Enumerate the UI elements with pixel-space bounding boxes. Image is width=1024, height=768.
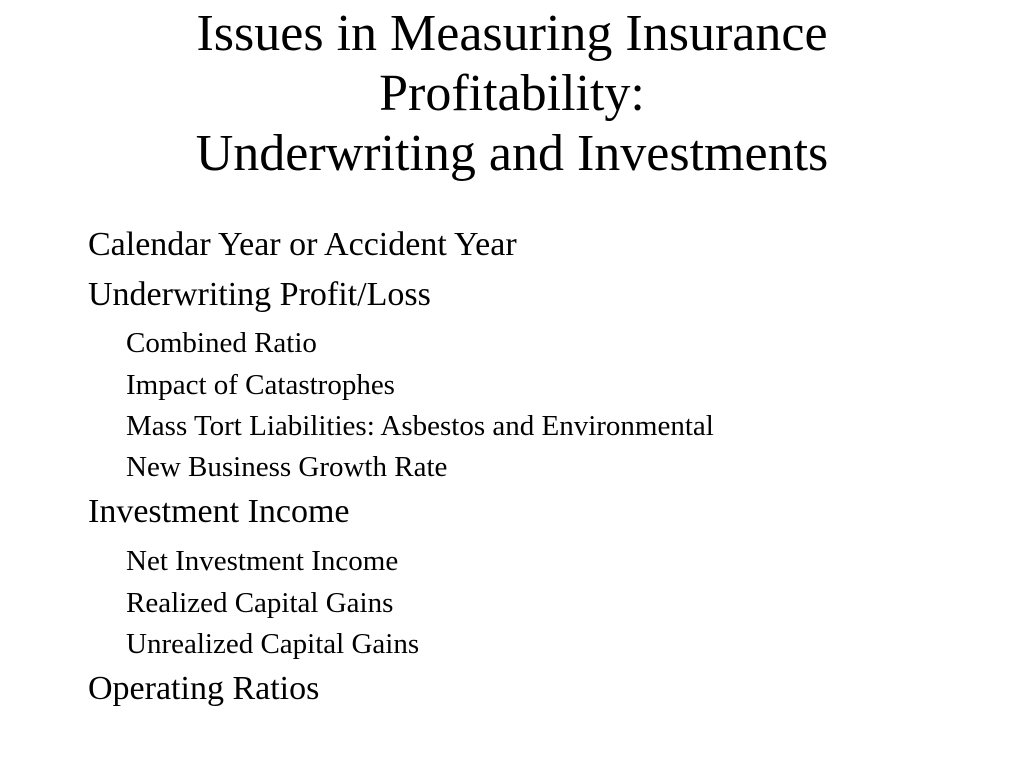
outline-item-operating-ratios: Operating Ratios [88,670,320,707]
title-line-3: Underwriting and Investments [195,125,829,182]
outline-item-underwriting-profit-loss: Underwriting Profit/Loss [88,276,431,313]
outline-item-investment-income: Investment Income [88,493,350,530]
outline-subitem-realized-gains: Realized Capital Gains [126,587,394,619]
outline-subitem-combined-ratio: Combined Ratio [126,327,317,359]
outline-subitem-catastrophes: Impact of Catastrophes [126,369,395,401]
outline-subitem-unrealized-gains: Unrealized Capital Gains [126,628,420,660]
outline-item-calendar-year: Calendar Year or Accident Year [88,226,517,263]
outline-subitem-net-investment-income: Net Investment Income [126,545,399,577]
title-line-2: Profitability: [379,65,645,122]
outline-subitem-growth-rate: New Business Growth Rate [126,451,448,483]
outline-subitem-mass-tort: Mass Tort Liabilities: Asbestos and Environmental [126,410,714,442]
title-line-1: Issues in Measuring Insurance [196,5,828,62]
